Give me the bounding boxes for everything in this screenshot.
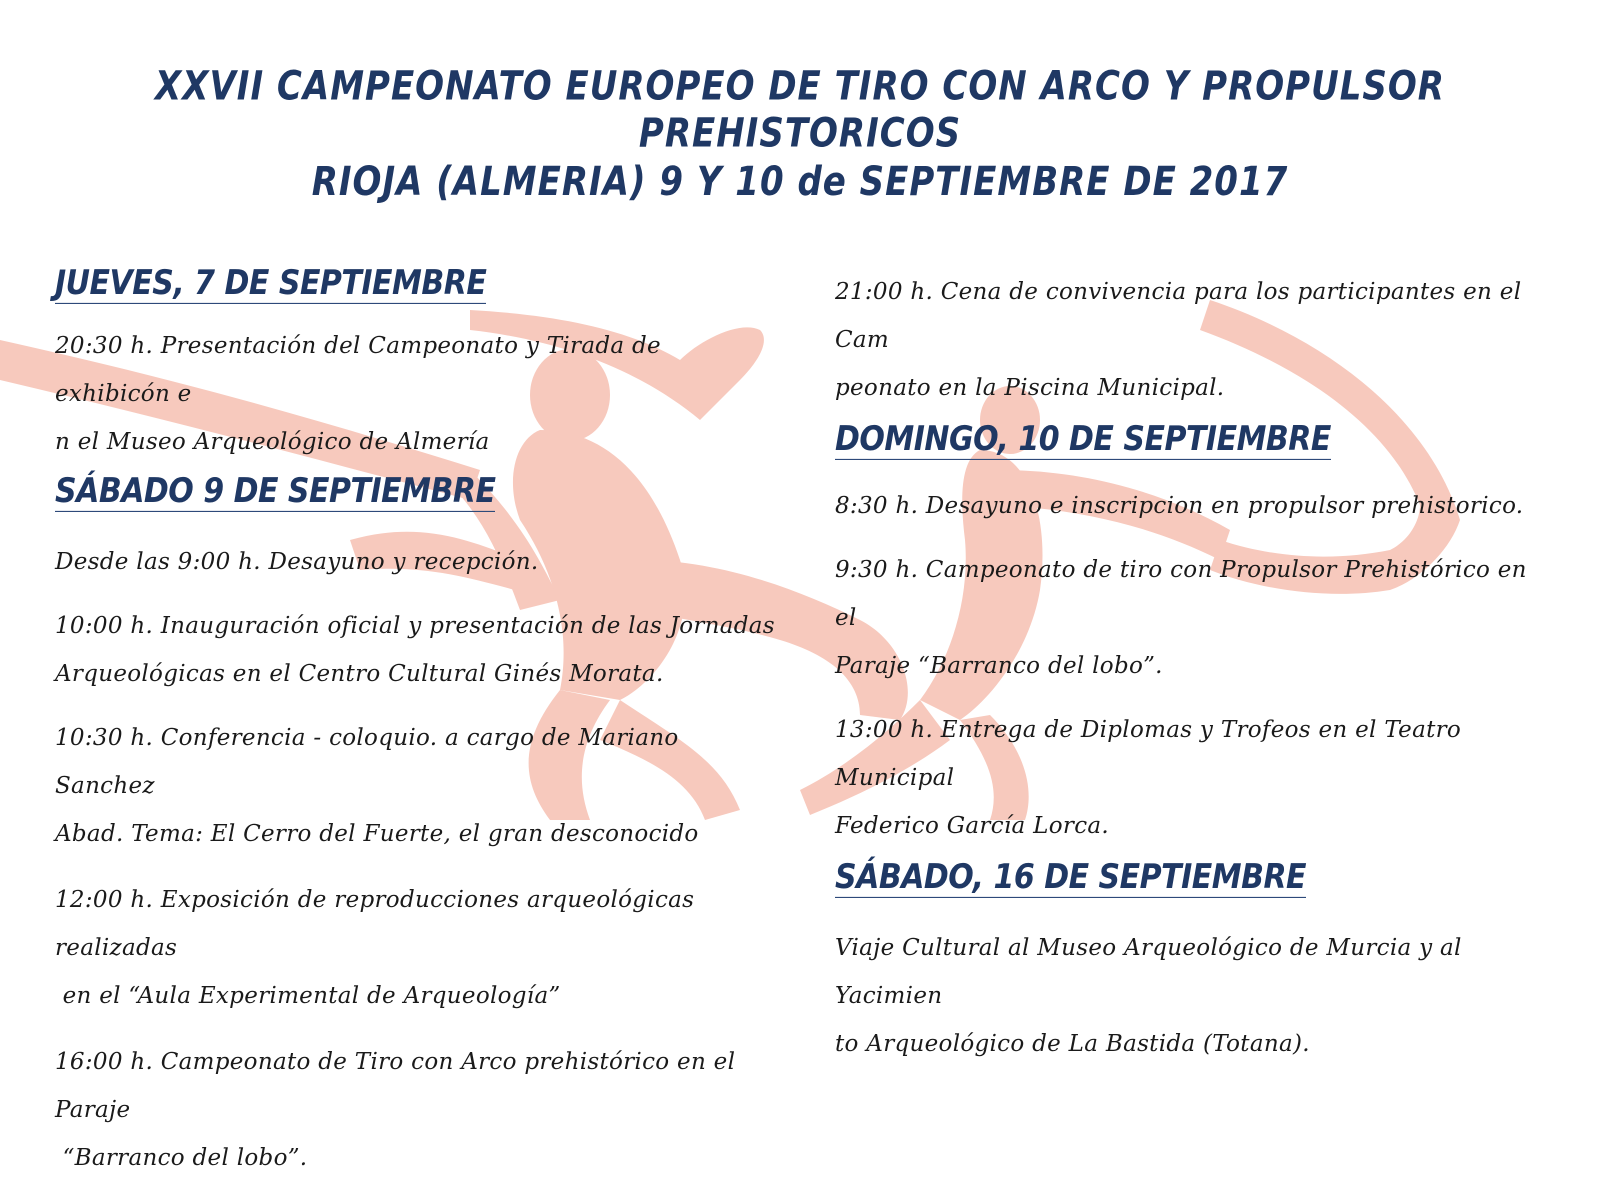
schedule-item: 10:00 h. Inauguración oficial y presentación de las Jornadas (55, 613, 775, 639)
schedule-item: 16:00 h. Campeonato de Tiro con Arco prehistórico en el Paraje (55, 1049, 736, 1123)
schedule-item: 20:30 h. Presentación del Campeonato y Tirada de exhibicón e (55, 333, 661, 407)
schedule-item: Abad. Tema: El Cerro del Fuerte, el gran desconocido (55, 821, 699, 847)
schedule-item: n el Museo Arqueológico de Almería (55, 429, 490, 455)
schedule-item: 9:30 h. Campeonato de tiro con Propulsor Prehistórico en el (835, 557, 1527, 631)
schedule-item: 21:00 h. Cena de convivencia para los participantes en el Cam (835, 279, 1522, 353)
schedule-item: 8:30 h. Desayuno e inscripcion en propulsor prehistorico. (835, 493, 1524, 519)
day-heading-sabado-16: SÁBADO, 16 DE SEPTIEMBRE (835, 857, 1307, 897)
schedule-item: en el “Aula Experimental de Arqueología” (55, 983, 561, 1009)
page-title: XXVII CAMPEONATO EUROPEO DE TIRO CON ARCO Y PROPULSOR PREHISTORICOS (155, 62, 1445, 158)
right-column (835, 268, 1555, 1068)
schedule-item: “Barranco del lobo”. (55, 1145, 308, 1171)
page-subtitle: RIOJA (ALMERIA) 9 Y 10 de SEPTIEMBRE DE 2017 (311, 158, 1289, 206)
day-heading-sabado-9: SÁBADO 9 DE SEPTIEMBRE (55, 471, 496, 511)
left-column (55, 263, 775, 1182)
day-heading-domingo: DOMINGO, 10 DE SEPTIEMBRE (835, 419, 1331, 459)
schedule-item: Paraje “Barranco del lobo”. (835, 653, 1163, 679)
schedule-item: peonato en la Piscina Municipal. (835, 375, 1225, 401)
schedule-item: 13:00 h. Entrega de Diplomas y Trofeos en el Teatro Municipal (835, 717, 1462, 791)
day-heading-jueves: JUEVES, 7 DE SEPTIEMBRE (55, 263, 487, 303)
schedule-item: Viaje Cultural al Museo Arqueológico de Murcia y al Yacimien (835, 935, 1462, 1009)
schedule-item: Arqueológicas en el Centro Cultural Ginés Morata. (55, 661, 664, 687)
schedule-item: Federico García Lorca. (835, 813, 1109, 839)
schedule-item: 12:00 h. Exposición de reproducciones arqueológicas realizadas (55, 887, 695, 961)
schedule-item: to Arqueológico de La Bastida (Totana). (835, 1031, 1310, 1057)
schedule-item: 10:30 h. Conferencia - coloquio. a cargo de Mariano Sanchez (55, 725, 679, 799)
schedule-item: Desde las 9:00 h. Desayuno y recepción. (55, 549, 539, 575)
